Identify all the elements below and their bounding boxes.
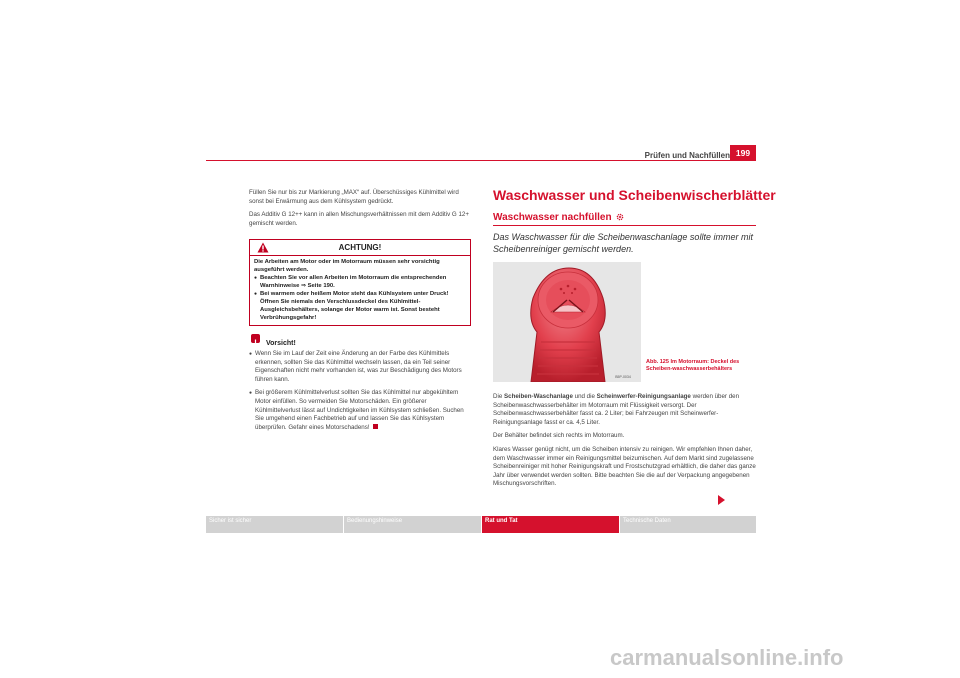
paragraph-max-mark: Füllen Sie nur bis zur Markierung „MAX“ auf. Überschüssiges Kühlmittel wird sonst bei Erwärmung aus dem Kühlsystem gedrückt. — [249, 189, 459, 205]
text-run: werden über den Scheibenwaschwasserbehälter im Motorraum mit Flüssigkeit versorgt. Der Scheibenwaschwasserbehälter fasst ca. 2 Liter; bei Fahrzeugen mit Scheinwerfer-Reinigungsanlage fasst er ca. 4,5 Liter. — [493, 393, 740, 426]
text-run: und die — [572, 393, 597, 400]
paragraph-location: Der Behälter befindet sich rechts im Motorraum. — [493, 432, 625, 440]
text-run: Die — [493, 393, 505, 400]
reservoir-cap-illustration — [493, 262, 641, 382]
warning-bullet: ● Bei warmem oder heißem Motor steht das Kühlsystem unter Druck! Öffnen Sie niemals den Verschlussdeckel des Kühlmittel-Ausgleichsbehälters, solange der Motor warm ist. Sonst besteht Verbrühungsgefahr! — [254, 290, 468, 322]
footer-tab-safety[interactable]: Sicher ist sicher — [209, 518, 252, 524]
page-number: 199 — [730, 145, 756, 161]
caution-body — [249, 350, 473, 437]
left-intro — [249, 189, 473, 233]
caution-bullet-text: Bei größerem Kühlmittelverlust sollten Sie das Kühlmittel nur abgekühltem Motor einfüllen. So vermeiden Sie Motorschäden. Ein größerer Kühlmittelverlust lässt auf Undichtigkeiten im Kühlsystem schließen. Suchen Sie umgehend einen Fachbetrieb auf und lassen Sie das Kühlsystem überprüfen. Gefahr eines Motorschadens! — [255, 389, 464, 431]
header-rule — [206, 160, 756, 161]
term-washer-system: Scheiben-Waschanlage — [504, 393, 573, 400]
caution-title: Vorsicht! — [266, 340, 296, 347]
right-body — [493, 393, 758, 494]
section-intro: Das Waschwasser für die Scheibenwaschanlage sollte immer mit Scheibenreiniger gemischt werden. — [493, 232, 753, 254]
warning-body — [254, 258, 468, 322]
subsection-rule — [493, 225, 756, 226]
warning-rule — [250, 255, 470, 256]
figure-caption: Abb. 125 Im Motorraum: Deckel des Scheiben-waschwasserbehälters — [646, 359, 740, 372]
warning-bullet: ● Beachten Sie vor allen Arbeiten im Motorraum die entsprechenden Warnhinweise ⇒ Seite 190. — [254, 274, 468, 290]
figure-reservoir-cap — [493, 262, 641, 382]
footer-tab-advice[interactable]: Rat und Tat — [482, 516, 619, 533]
section-heading: Waschwasser und Scheibenwischerblätter — [493, 187, 776, 203]
paragraph-washer — [493, 393, 758, 427]
caution-bullet: ● Wenn Sie im Lauf der Zeit eine Änderung an der Farbe des Kühlmittels erkennen, sollten Sie das Kühlmittel wechseln lassen, da ein Teil seiner Eigenschaften nicht mehr vorhanden ist, was zur Beschädigung des Motors führen kann. — [249, 350, 473, 384]
term-headlight-washer: Scheinwerfer-Reinigungsanlage — [596, 393, 691, 400]
footer-tab-technical[interactable]: Technische Daten — [623, 518, 671, 524]
warning-title: ACHTUNG! — [338, 243, 382, 252]
warning-intro: Die Arbeiten am Motor oder im Motorraum müssen sehr vorsichtig ausgeführt werden. — [254, 259, 440, 273]
figure-code: B5P-0034 — [615, 375, 631, 379]
gear-icon — [616, 213, 624, 221]
continue-arrow-icon — [718, 495, 725, 505]
watermark: carmanualsonline.info — [610, 645, 844, 670]
footer-nav — [206, 516, 756, 533]
footer-tab-operation[interactable]: Bedienungshinweise — [347, 518, 403, 524]
subsection-heading-text: Waschwasser nachfüllen — [493, 212, 612, 223]
paragraph-additive: Das Additiv G 12++ kann in allen Mischungsverhältnissen mit dem Additiv G 12+ gemischt werden. — [249, 211, 469, 227]
subsection-heading — [493, 212, 624, 223]
caution-icon — [251, 334, 260, 343]
section-end-icon — [373, 424, 378, 429]
running-header: Prüfen und Nachfüllen — [644, 151, 730, 160]
paragraph-cleaner: Klares Wasser genügt nicht, um die Scheiben intensiv zu reinigen. Wir empfehlen Ihnen daher, dem Waschwasser immer ein Reinigungsmittel beizumischen. Auf dem Markt sind zugelassene Scheibenreiniger mit hoher Reinigungskraft und Frostschutzgrad erhältlich, die daher das ganze Jahr über verwendet werden sollten. Bitte beachten Sie die auf der Verpackung angegebenen Mischungsvorschriften. — [493, 445, 756, 488]
caution-bullet — [249, 389, 473, 432]
warning-box — [249, 239, 471, 326]
